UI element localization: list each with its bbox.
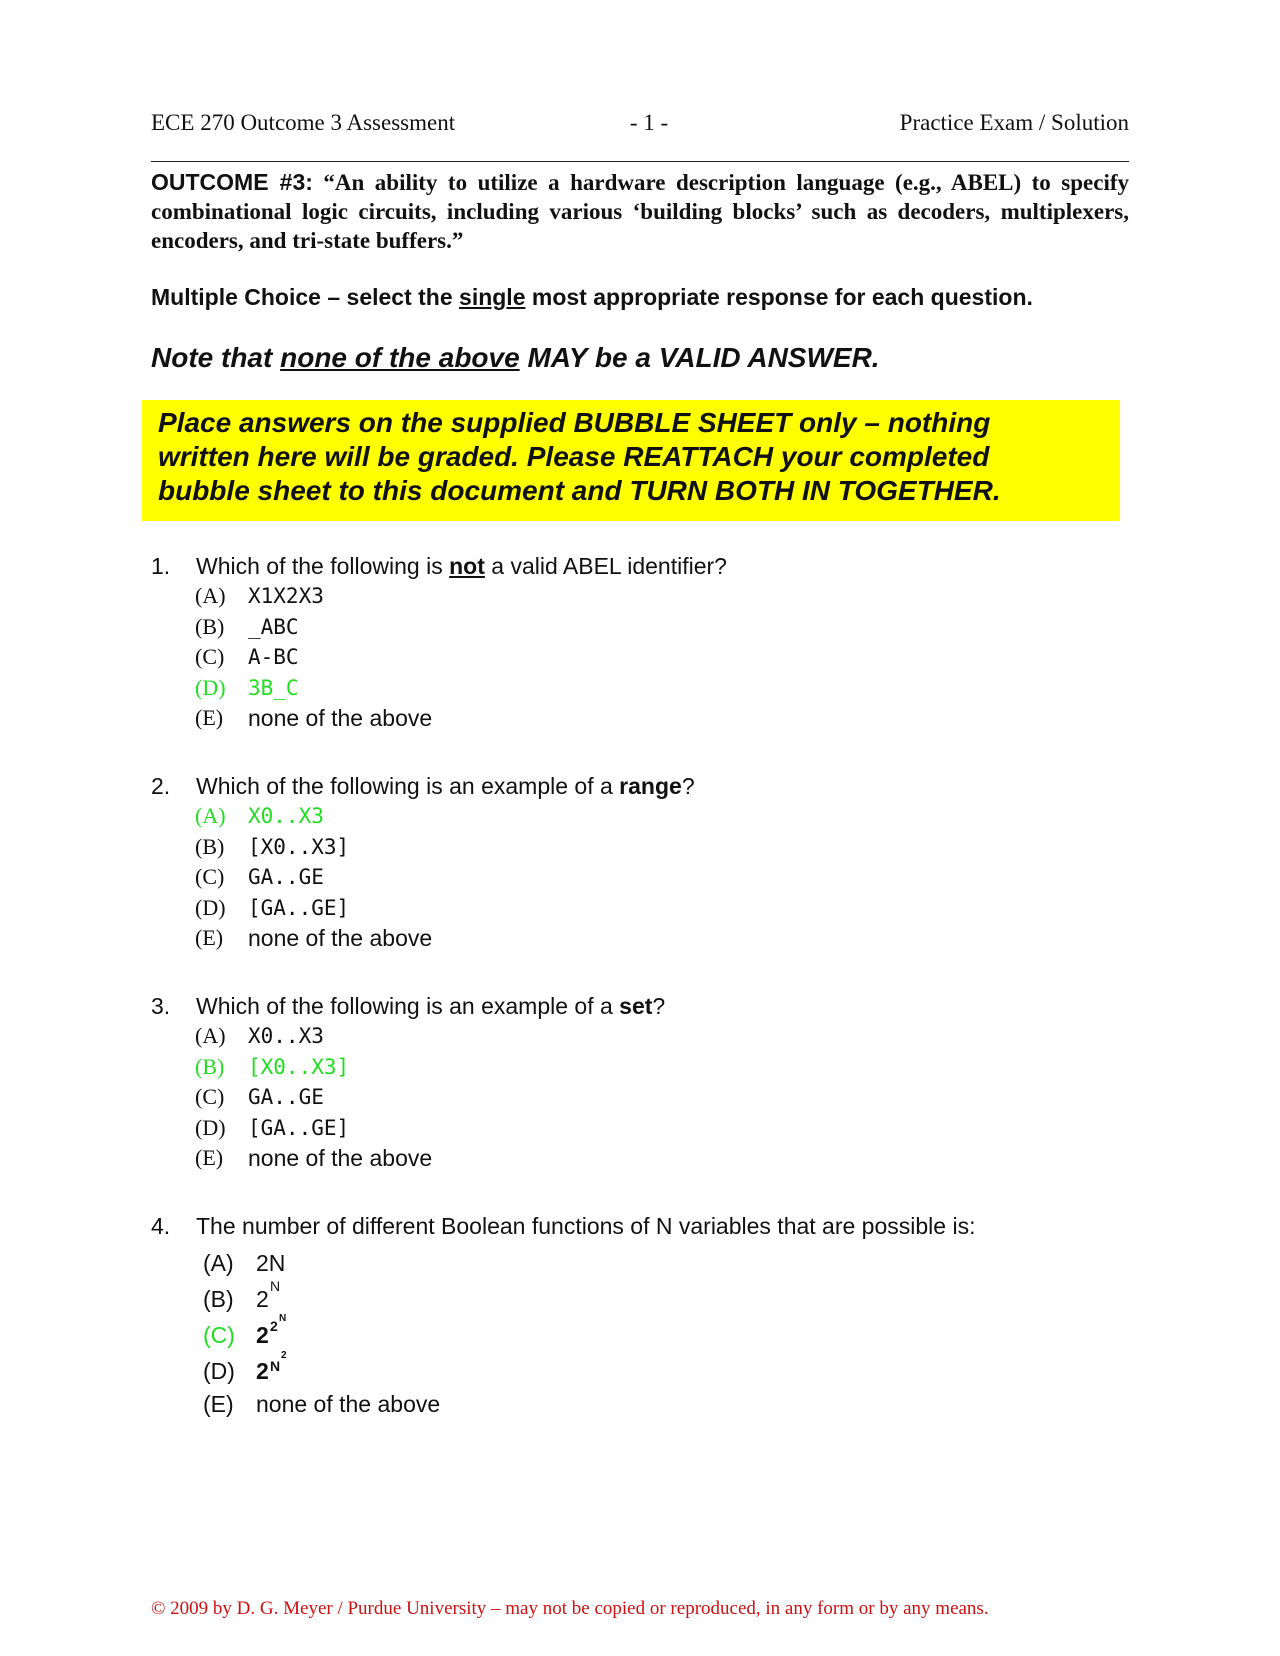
option-letter: (D) (195, 674, 226, 700)
outcome-statement (151, 168, 1129, 255)
option-letter: (D) (195, 1114, 226, 1140)
option-letter: (E) (195, 1145, 224, 1170)
power-base: 2 (256, 1286, 269, 1312)
outcome-label: OUTCOME #3: (151, 169, 313, 195)
option-c (151, 862, 1129, 893)
option-letter: (C) (195, 1084, 225, 1109)
option-value: X1X2X3 (248, 584, 324, 608)
option-b-correct (151, 1052, 1129, 1083)
option-value: GA..GE (248, 865, 324, 889)
outcome-text: “An ability to utilize a hardware description language (e.g., ABEL) to specify combinational logic circuits, including various ‘building blocks’ such as decoders, multiplexers, encoders, and tri-state buffers.” (151, 170, 1130, 253)
stem-post: a valid ABEL identifier? (484, 553, 727, 579)
option-a-correct (151, 801, 1129, 832)
option-letter: (C) (195, 864, 225, 889)
copyright-footer: © 2009 by D. G. Meyer / Purdue University – may not be copied or reproduced, in any form or by any means. (151, 1598, 989, 1619)
question-stem (196, 551, 727, 581)
option-d (151, 893, 1129, 924)
power-exponent: 2 (270, 1318, 278, 1334)
bubble-sheet-notice (142, 400, 1120, 521)
question-stem (196, 991, 665, 1021)
option-e (151, 923, 1129, 954)
header-page-number: - 1 - (629, 110, 669, 135)
mc-instruction-post: most appropriate response for each question. (525, 284, 1033, 310)
option-value: none of the above (248, 925, 433, 951)
header-course-title: ECE 270 Outcome 3 Assessment (151, 110, 456, 135)
question-number: 3. (151, 993, 171, 1019)
note-emphasis: none of the above (280, 342, 520, 373)
option-letter: (B) (203, 1286, 234, 1312)
note-pre: Note that (151, 342, 281, 373)
option-e (151, 703, 1129, 734)
option-value (256, 1350, 287, 1389)
option-value: [X0..X3] (248, 834, 350, 859)
power-exponent: N (270, 1278, 281, 1294)
option-value: X0..X3 (248, 804, 324, 828)
stem-emphasis: range (619, 773, 682, 799)
question-3 (151, 991, 1129, 1174)
option-c (151, 1082, 1129, 1113)
bubble-notice-line-2: written here will be graded. Please REATTACH your completed (158, 441, 990, 472)
power-exponent-exponent: 2 (281, 1350, 287, 1361)
option-c (151, 642, 1129, 673)
option-a (151, 581, 1129, 612)
header-exam-type: Practice Exam / Solution (899, 110, 1129, 135)
option-value: none of the above (256, 1391, 441, 1417)
bubble-notice-line-1: Place answers on the supplied BUBBLE SHEET only – nothing (158, 407, 991, 438)
power-exponent-exponent: N (279, 1313, 287, 1324)
option-letter: (B) (195, 833, 225, 859)
question-stem (196, 771, 695, 801)
header-divider (151, 161, 1129, 162)
option-b (151, 612, 1129, 643)
option-d (151, 1350, 1129, 1389)
question-2 (151, 771, 1129, 954)
question-number: 4. (151, 1213, 171, 1239)
multiple-choice-instruction (151, 284, 1033, 311)
question-1 (151, 551, 1129, 734)
stem-pre: Which of the following is an example of a (196, 993, 620, 1019)
option-letter: (A) (195, 583, 226, 608)
option-b (151, 1278, 1129, 1317)
option-letter: (A) (195, 1023, 226, 1048)
option-b (151, 832, 1129, 863)
option-letter: (E) (195, 925, 224, 950)
option-c-correct (151, 1313, 1129, 1353)
option-e (151, 1389, 1129, 1419)
option-value: GA..GE (248, 1085, 324, 1109)
option-letter: (E) (195, 705, 224, 730)
option-letter: (D) (195, 894, 226, 920)
stem-emphasis: not (449, 553, 485, 579)
option-letter: (A) (203, 1250, 234, 1276)
option-letter: (E) (203, 1391, 234, 1417)
power-base: 2 (256, 1322, 269, 1348)
stem-pre: Which of the following is an example of a (196, 773, 620, 799)
question-number: 1. (151, 553, 171, 579)
question-4 (151, 1211, 1129, 1419)
option-value (256, 1313, 287, 1353)
mc-instruction-emphasis: single (459, 284, 526, 310)
mc-instruction-pre: Multiple Choice – select the (151, 284, 460, 310)
option-d (151, 1113, 1129, 1144)
option-value: X0..X3 (248, 1024, 324, 1048)
option-value: _ABC (248, 614, 299, 639)
option-value: [X0..X3] (248, 1054, 350, 1079)
option-value: none of the above (248, 1145, 433, 1171)
option-a (151, 1021, 1129, 1052)
option-value (256, 1278, 281, 1317)
option-value: [GA..GE] (248, 895, 350, 920)
stem-pre: Which of the following is (196, 553, 450, 579)
option-letter: (C) (195, 644, 225, 669)
option-value: 3B_C (248, 675, 299, 700)
option-value: 2N (256, 1250, 286, 1276)
option-letter: (B) (195, 1053, 225, 1079)
stem-post: ? (652, 993, 666, 1019)
question-number: 2. (151, 773, 171, 799)
option-letter: (C) (203, 1322, 235, 1348)
option-d-correct (151, 673, 1129, 704)
question-stem: The number of different Boolean functions of N variables that are possible is: (196, 1213, 976, 1239)
bubble-notice-line-3: bubble sheet to this document and TURN BOTH IN TOGETHER. (158, 475, 1001, 506)
option-e (151, 1143, 1129, 1174)
option-letter: (D) (203, 1358, 235, 1384)
none-of-above-note (151, 342, 880, 374)
note-post: MAY be a VALID ANSWER. (519, 342, 880, 373)
power-exponent: N (270, 1358, 281, 1374)
stem-emphasis: set (619, 993, 653, 1019)
page-header (151, 110, 1129, 140)
option-value: A-BC (248, 645, 299, 669)
stem-post: ? (681, 773, 695, 799)
option-value: [GA..GE] (248, 1115, 350, 1140)
option-letter: (B) (195, 613, 225, 639)
power-base: 2 (256, 1358, 269, 1384)
option-a (151, 1245, 1129, 1281)
option-value: none of the above (248, 705, 433, 731)
option-letter: (A) (195, 803, 226, 828)
